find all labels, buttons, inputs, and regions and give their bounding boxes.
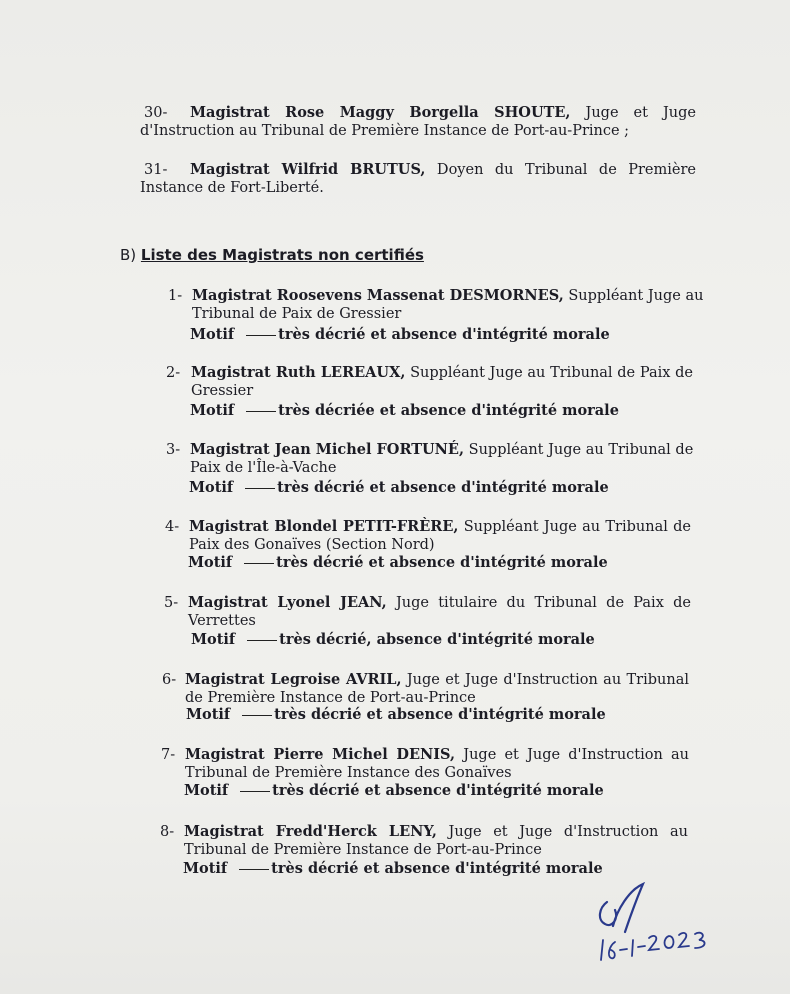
motif-label: Motif xyxy=(190,326,235,343)
magistrate-name: Magistrat Lyonel JEAN, xyxy=(188,594,387,611)
item-line-2: Paix des Gonaïves (Section Nord) xyxy=(189,537,435,553)
motif-reason: très décrié et absence d'intégrité morale xyxy=(278,326,610,343)
motif-reason: très décrié et absence d'intégrité morale xyxy=(274,706,606,723)
handwritten-signature xyxy=(585,880,725,970)
item-line-1 xyxy=(189,518,691,536)
magistrate-name: Magistrat Ruth LEREAUX, xyxy=(191,364,406,381)
section-prefix: B) xyxy=(120,246,141,264)
item-line-1 xyxy=(185,746,689,764)
list-item xyxy=(166,441,694,477)
magistrate-name: Magistrat Fredd'Herck LENY, xyxy=(184,823,437,840)
motif-label: Motif xyxy=(188,554,233,571)
list-item xyxy=(162,671,689,707)
list-item xyxy=(140,104,696,140)
item-line-2: Gressier xyxy=(191,383,254,399)
motif-line xyxy=(189,479,609,496)
magistrate-name: Magistrat Blondel PETIT-FRÈRE, xyxy=(189,518,459,535)
item-role: Juge et Juge d'Instruction au xyxy=(436,824,689,840)
motif-line xyxy=(190,326,610,343)
item-number: 31- xyxy=(144,162,168,178)
item-line-2: de Première Instance de Port-au-Prince xyxy=(185,690,476,706)
item-line-1 xyxy=(188,594,691,612)
item-number: 30- xyxy=(144,105,168,121)
item-role: Juge et Juge d'Instruction au Tribunal xyxy=(401,672,689,688)
magistrate-name: Magistrat Wilfrid BRUTUS, xyxy=(190,161,426,178)
item-role: Juge et Juge xyxy=(570,105,696,121)
motif-reason: très décriée et absence d'intégrité morale xyxy=(278,402,619,419)
motif-reason: très décrié et absence d'intégrité morale xyxy=(276,554,608,571)
section-title: Liste des Magistrats non certifiés xyxy=(140,246,424,264)
item-role: Doyen du Tribunal de Première xyxy=(425,162,696,178)
motif-label: Motif xyxy=(183,860,228,877)
list-item xyxy=(166,364,693,400)
motif-label: Motif xyxy=(189,479,234,496)
item-line-1 xyxy=(184,823,688,841)
item-line-2: Tribunal de Première Instance de Port-au-Prince xyxy=(184,842,542,858)
item-number: 1- xyxy=(168,288,183,304)
motif-blank xyxy=(245,488,275,489)
item-role: Juge et Juge d'Instruction au xyxy=(455,747,689,763)
item-number: 6- xyxy=(162,672,177,688)
item-role: Suppléant Juge au Tribunal de xyxy=(458,519,691,535)
list-item xyxy=(160,823,689,859)
motif-blank xyxy=(242,715,272,716)
motif-blank xyxy=(246,411,276,412)
item-line-2: Paix de l'Île-à-Vache xyxy=(190,460,337,476)
motif-blank xyxy=(244,563,274,564)
magistrate-name: Magistrat Pierre Michel DENIS, xyxy=(185,746,456,763)
item-number: 7- xyxy=(161,747,176,763)
motif-line xyxy=(188,554,608,571)
motif-reason: très décrié et absence d'intégrité morale xyxy=(277,479,609,496)
item-line-2: Tribunal de Première Instance des Gonaïves xyxy=(185,765,512,781)
list-item xyxy=(168,287,704,323)
magistrate-name: Magistrat Jean Michel FORTUNÉ, xyxy=(190,441,465,458)
list-item xyxy=(165,518,691,554)
motif-line xyxy=(191,631,595,648)
item-number: 5- xyxy=(164,595,179,611)
motif-label: Motif xyxy=(190,402,235,419)
motif-label: Motif xyxy=(191,631,236,648)
magistrate-name: Magistrat Legroise AVRIL, xyxy=(185,671,402,688)
item-line-2: Verrettes xyxy=(188,613,256,629)
motif-line xyxy=(190,402,619,419)
item-line-1 xyxy=(192,287,704,305)
item-line-2: Tribunal de Paix de Gressier xyxy=(192,306,402,322)
item-line-2: d'Instruction au Tribunal de Première Instance de Port-au-Prince ; xyxy=(140,123,630,139)
section-heading xyxy=(120,246,424,264)
item-number: 4- xyxy=(165,519,180,535)
item-number: 8- xyxy=(160,824,175,840)
magistrate-name: Magistrat Rose Maggy Borgella SHOUTE, xyxy=(190,104,571,121)
item-role: Juge titulaire du Tribunal de Paix de xyxy=(386,595,692,611)
item-line-1 xyxy=(190,161,696,179)
item-line-2: Instance de Fort-Liberté. xyxy=(140,180,324,196)
item-line-1 xyxy=(190,441,692,459)
motif-label: Motif xyxy=(186,706,231,723)
motif-blank xyxy=(246,335,276,336)
motif-blank xyxy=(239,869,269,870)
motif-line xyxy=(183,860,603,877)
motif-line xyxy=(184,782,604,799)
item-number: 3- xyxy=(166,442,181,458)
motif-reason: très décrié et absence d'intégrité morale xyxy=(272,782,604,799)
list-item xyxy=(161,746,689,782)
item-line-1 xyxy=(190,104,696,122)
motif-reason: très décrié et absence d'intégrité morale xyxy=(271,860,603,877)
list-item xyxy=(140,161,696,197)
item-line-1 xyxy=(191,364,693,382)
item-role: Suppléant Juge au Tribunal de xyxy=(464,442,694,458)
motif-blank xyxy=(240,791,270,792)
magistrate-name: Magistrat Roosevens Massenat DESMORNES, xyxy=(192,287,564,304)
item-role: Suppléant Juge au xyxy=(563,288,704,304)
motif-blank xyxy=(247,640,277,641)
item-number: 2- xyxy=(166,365,181,381)
motif-label: Motif xyxy=(184,782,229,799)
motif-reason: très décrié, absence d'intégrité morale xyxy=(279,631,595,648)
item-line-1 xyxy=(185,671,689,689)
motif-line xyxy=(186,706,606,723)
item-role: Suppléant Juge au Tribunal de Paix de xyxy=(405,365,693,381)
list-item xyxy=(164,594,692,630)
